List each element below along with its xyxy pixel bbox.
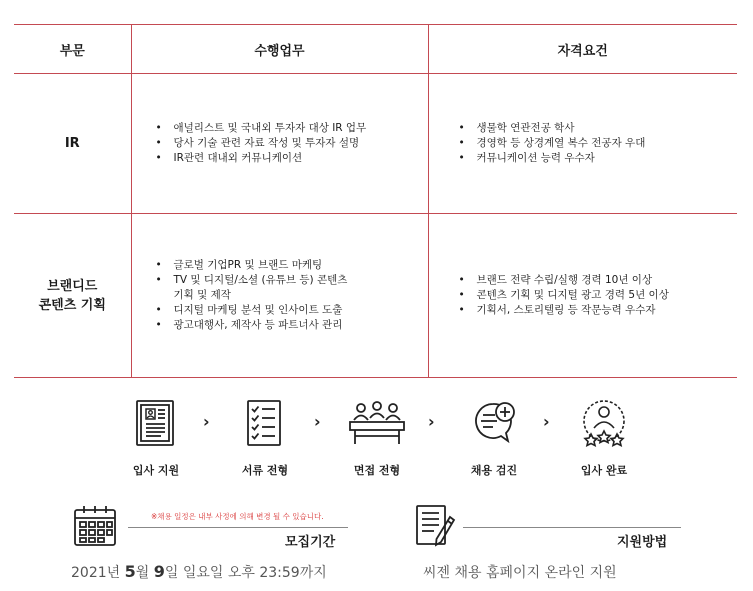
list-item: • IR관련 대내외 커뮤니케이션 [156,151,428,166]
header-requirement: 자격요건 [557,43,608,59]
list-item: • 당사 기술 관련 자료 작성 및 투자자 설명 [156,136,428,151]
list-item: • 디지털 마케팅 분석 및 인사이트 도출 [156,303,428,318]
step-label: 면접 전형 [353,464,401,477]
process-step-document-screening [220,398,310,478]
duty-cell [131,214,428,378]
duty-list [132,258,428,333]
list-item: • 광고대행사, 제작사 등 파트너사 관리 [156,318,428,333]
period-year: 2021년 [71,565,125,581]
header-duty: 수행업무 [131,25,428,74]
requirement-list [429,121,738,166]
requirement-cell [428,74,737,214]
recruitment-table [14,24,737,378]
list-item-continuation: 기획 및 제작 [173,289,231,301]
process-step-apply [111,398,201,478]
list-item: • 콘텐츠 기획 및 디지털 광고 경력 5년 이상 [459,288,738,303]
step-arrow-icon: › [314,412,321,431]
dept-cell [14,74,131,214]
list-item: • 애널리스트 및 국내외 투자자 대상 IR 업무 [156,121,428,136]
period-month: 5 [124,562,136,581]
dept-name-line: 브랜디드 [47,278,98,294]
list-item [156,273,428,303]
checklist-icon [242,398,288,448]
step-label: 입사 완료 [580,464,628,477]
step-arrow-icon: › [543,412,550,431]
step-arrow-icon: › [428,412,435,431]
hired-stars-icon [577,398,631,448]
dept-name: IR [64,136,80,151]
process-step-medical-checkup [449,398,539,478]
interview-panel-icon [347,398,407,448]
period-title: 모집기간 [285,535,336,550]
requirement-cell [428,214,737,378]
table-header-row [14,25,737,74]
step-label: 서류 전형 [241,464,289,477]
dept-name-line: 콘텐츠 기획 [38,297,106,313]
step-label: 채용 검진 [470,464,518,477]
period-time: 일 일요일 오후 23:59까지 [164,565,327,581]
step-arrow-icon: › [203,412,210,431]
period-day: 9 [153,562,165,581]
header-dept: 부문 [14,25,131,74]
medical-checkup-icon [469,398,519,448]
step-label: 입사 지원 [132,464,180,477]
table-row-ir [14,74,737,214]
requirement-list [429,273,738,318]
document-pen-icon [414,503,456,549]
hiring-process [0,398,753,482]
process-step-interview [332,398,422,478]
list-item: • 생물학 연관전공 학사 [459,121,738,136]
method-divider [463,527,681,528]
list-item: • 글로벌 기업PR 및 브랜드 마케팅 [156,258,428,273]
period-divider [128,527,348,528]
method-title: 지원방법 [617,535,668,550]
calendar-icon [72,504,118,548]
dept-cell [14,214,131,378]
period-month-unit: 월 [135,565,154,581]
list-item: • 기획서, 스토리텔링 등 작문능력 우수자 [459,303,738,318]
list-item: • 커뮤니케이션 능력 우수자 [459,151,738,166]
method-value: 씨젠 채용 홈페이지 온라인 지원 [423,565,617,581]
list-item: • 경영학 등 상경계열 복수 전공자 우대 [459,136,738,151]
list-item: • 브랜드 전략 수립/실행 경력 10년 이상 [459,273,738,288]
duty-cell [131,74,428,214]
schedule-notice: ※채용 일정은 내부 사정에 의해 변경 될 수 있습니다. [151,512,324,521]
list-item-text: TV 및 디지털/소셜 (유튜브 등) 콘텐츠 [173,274,348,286]
application-form-icon [133,398,179,448]
process-step-hired [559,398,649,478]
period-value [71,562,327,582]
duty-list [132,121,428,166]
table-row-branded-content [14,214,737,378]
